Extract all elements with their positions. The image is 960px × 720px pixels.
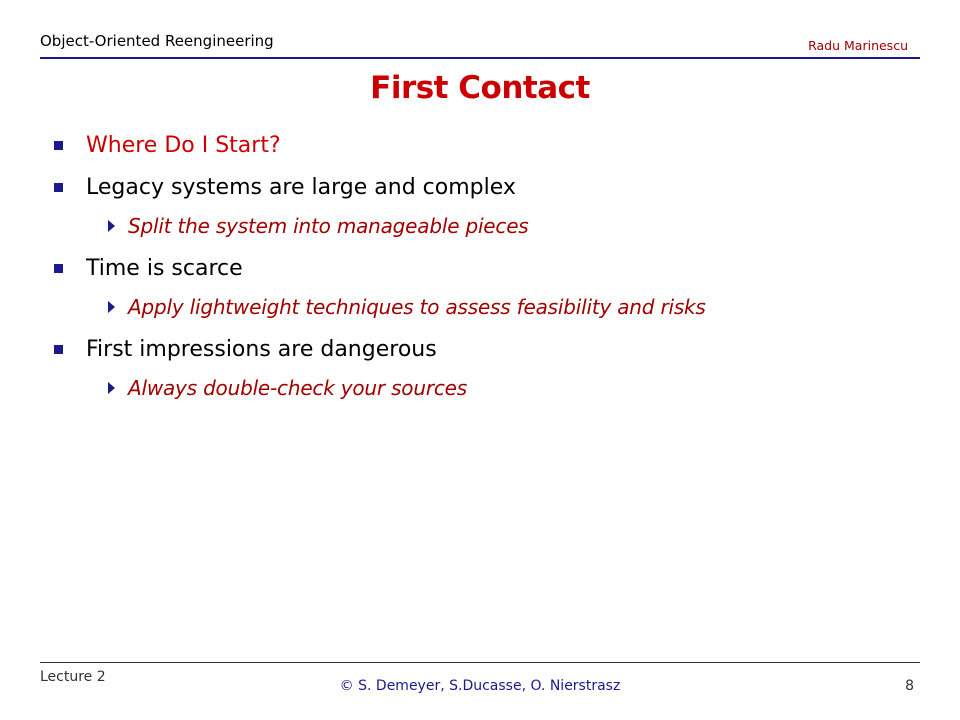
square-bullet-icon — [54, 141, 63, 150]
sub-bullet-text: Split the system into manageable pieces — [128, 214, 529, 238]
arrow-bullet-icon — [108, 382, 115, 394]
page-number: 8 — [905, 678, 914, 694]
arrow-bullet-icon — [108, 301, 115, 313]
arrow-bullet-icon — [108, 220, 115, 232]
copyright-text: © S. Demeyer, S.Ducasse, O. Nierstrasz — [339, 678, 621, 694]
header-divider — [40, 57, 920, 59]
square-bullet-icon — [54, 345, 63, 354]
slide-title: First Contact — [370, 70, 590, 106]
bullet-text: Legacy systems are large and complex — [86, 175, 516, 200]
footer-divider — [40, 662, 920, 663]
bullet-text: First impressions are dangerous — [86, 337, 437, 362]
sub-bullet-text: Always double-check your sources — [128, 376, 467, 400]
author-name: Radu Marinescu — [808, 38, 908, 53]
square-bullet-icon — [54, 264, 63, 273]
bullet-text: Time is scarce — [86, 256, 243, 281]
course-title: Object-Oriented Reengineering — [40, 32, 274, 50]
sub-bullet-text: Apply lightweight techniques to assess feasibility and risks — [128, 295, 706, 319]
lecture-label: Lecture 2 — [40, 669, 106, 685]
square-bullet-icon — [54, 183, 63, 192]
bullet-text: Where Do I Start? — [86, 133, 281, 158]
